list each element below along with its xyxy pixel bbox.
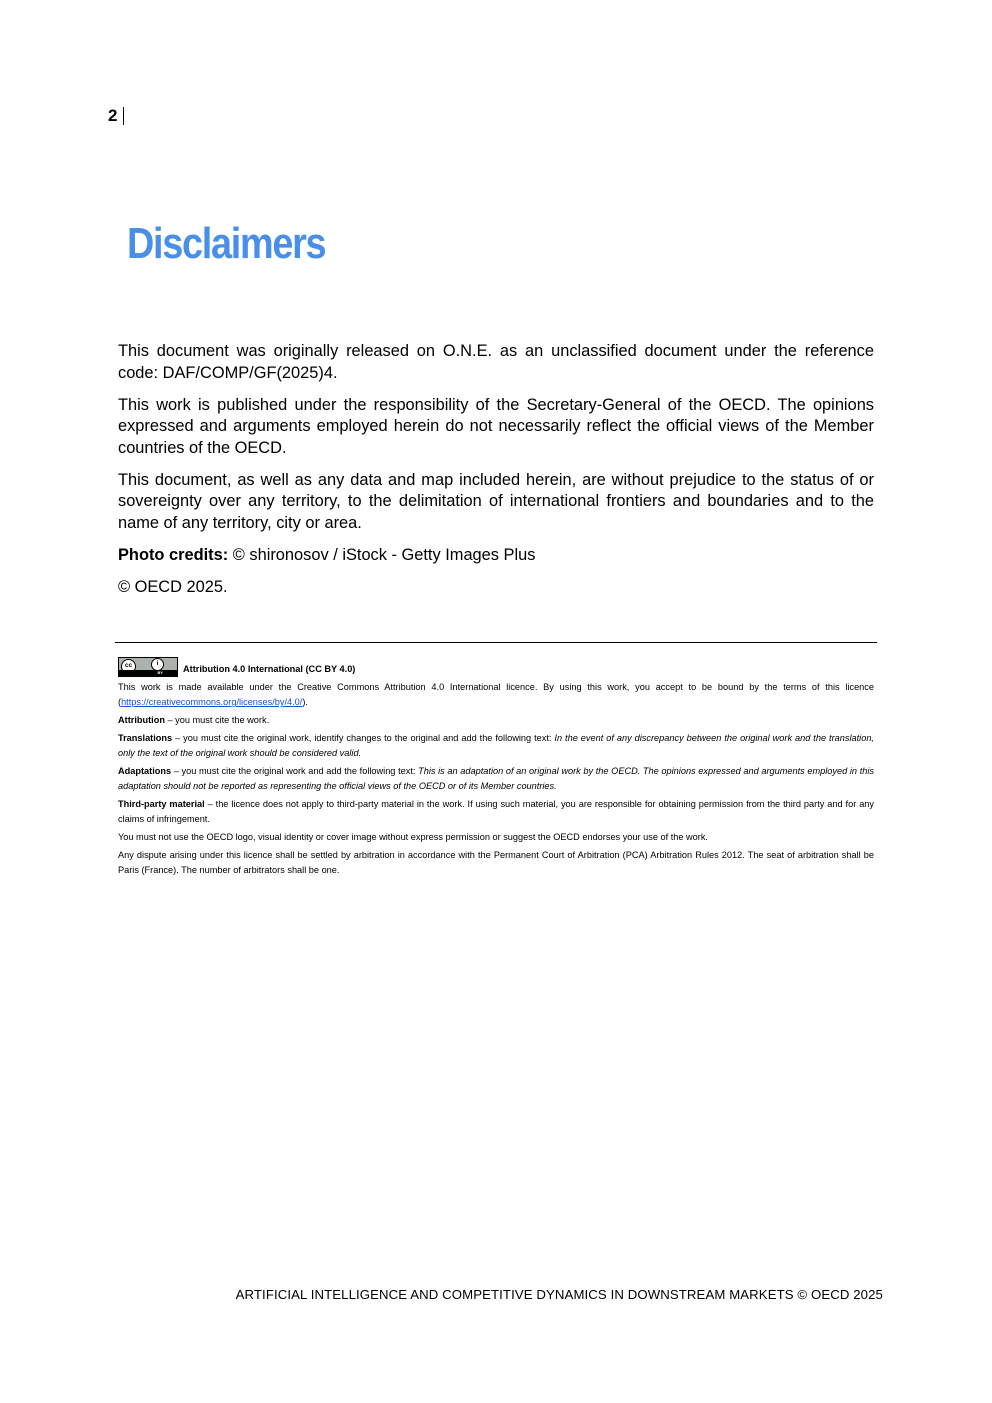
translations-label: Translations [118, 733, 173, 743]
license-intro-end: ). [302, 697, 308, 707]
license-heading-row [118, 657, 874, 677]
translations-clause [118, 731, 874, 761]
prejudice-paragraph: This document, as well as any data and map included herein, are without prejudice to the status of or sovereignty over any territory, to the delimitation of international frontiers and boundaries and to the name of any territory, city or area. [118, 470, 874, 532]
translations-italic: In the event of any discrepancy between the original work and the translation, only the text of the original work should be considered valid. [118, 733, 874, 758]
translations-text: – you must cite the original work, identify changes to the original and add the following text: [172, 733, 555, 743]
license-intro [118, 680, 874, 710]
adaptations-italic: This is an adaptation of an original work by the OECD. The opinions expressed and arguments employed in this adaptation should not be reported as representing the official views of the OECD or of its Member countries. [118, 766, 874, 791]
cc-by-logo-icon [118, 657, 178, 677]
third-party-clause [118, 797, 874, 827]
license-block [118, 657, 874, 881]
photo-credits [118, 545, 874, 567]
page-number-divider [123, 107, 124, 125]
page-number-value: 2 [108, 106, 118, 125]
attribution-clause [118, 713, 874, 728]
page-number [108, 105, 124, 127]
third-party-label: Third-party material [118, 799, 205, 809]
attribution-label: Attribution [118, 715, 165, 725]
attribution-person-icon: i [151, 658, 164, 671]
disclaimer-body [118, 341, 874, 609]
license-link[interactable]: https://creativecommons.org/licenses/by/4.0/ [121, 697, 303, 707]
badge-by-text: BY [157, 670, 163, 675]
dispute-clause: Any dispute arising under this licence shall be settled by arbitration in accordance with the Permanent Court of Arbitration (PCA) Arbitration Rules 2012. The seat of arbitration shall be Paris (France). The number of arbitrators shall be one. [118, 850, 874, 875]
page-footer: ARTIFICIAL INTELLIGENCE AND COMPETITIVE DYNAMICS IN DOWNSTREAM MARKETS © OECD 2025 [235, 1287, 883, 1302]
photo-credits-label: Photo credits: [118, 545, 229, 564]
responsibility-paragraph: This work is published under the responsibility of the Secretary-General of the OECD. The opinions expressed and arguments employed herein do not necessarily reflect the official views of the Member countries of the OECD. [118, 395, 874, 457]
license-intro-text: This work is made available under the Creative Commons Attribution 4.0 International licence. By using this work, you accept to be bound by the terms of this licence ( [118, 682, 874, 707]
cc-icon: cc [121, 659, 136, 674]
adaptations-label: Adaptations [118, 766, 172, 776]
release-paragraph: This document was originally released on O.N.E. as an unclassified document under the reference code: DAF/COMP/GF(2025)4. [118, 342, 874, 382]
adaptations-text: – you must cite the original work and add the following text: [171, 766, 419, 776]
attribution-text: – you must cite the work. [164, 715, 270, 725]
photo-credits-text: © shironosov / iStock - Getty Images Plus [228, 545, 536, 564]
badge-strip [119, 670, 177, 676]
logo-use-clause: You must not use the OECD logo, visual identity or cover image without express permission or suggest the OECD endorses your use of the work. [118, 832, 708, 842]
copyright-notice: © OECD 2025. [118, 577, 228, 596]
section-divider [115, 642, 877, 643]
adaptations-clause [118, 764, 874, 794]
third-party-text: – the licence does not apply to third-party material in the work. If using such material, you are responsible for obtaining permission from the third party and for any claims of infringement. [118, 799, 875, 824]
license-heading: Attribution 4.0 International (CC BY 4.0) [183, 664, 356, 674]
page-title: Disclaimers [127, 219, 326, 268]
